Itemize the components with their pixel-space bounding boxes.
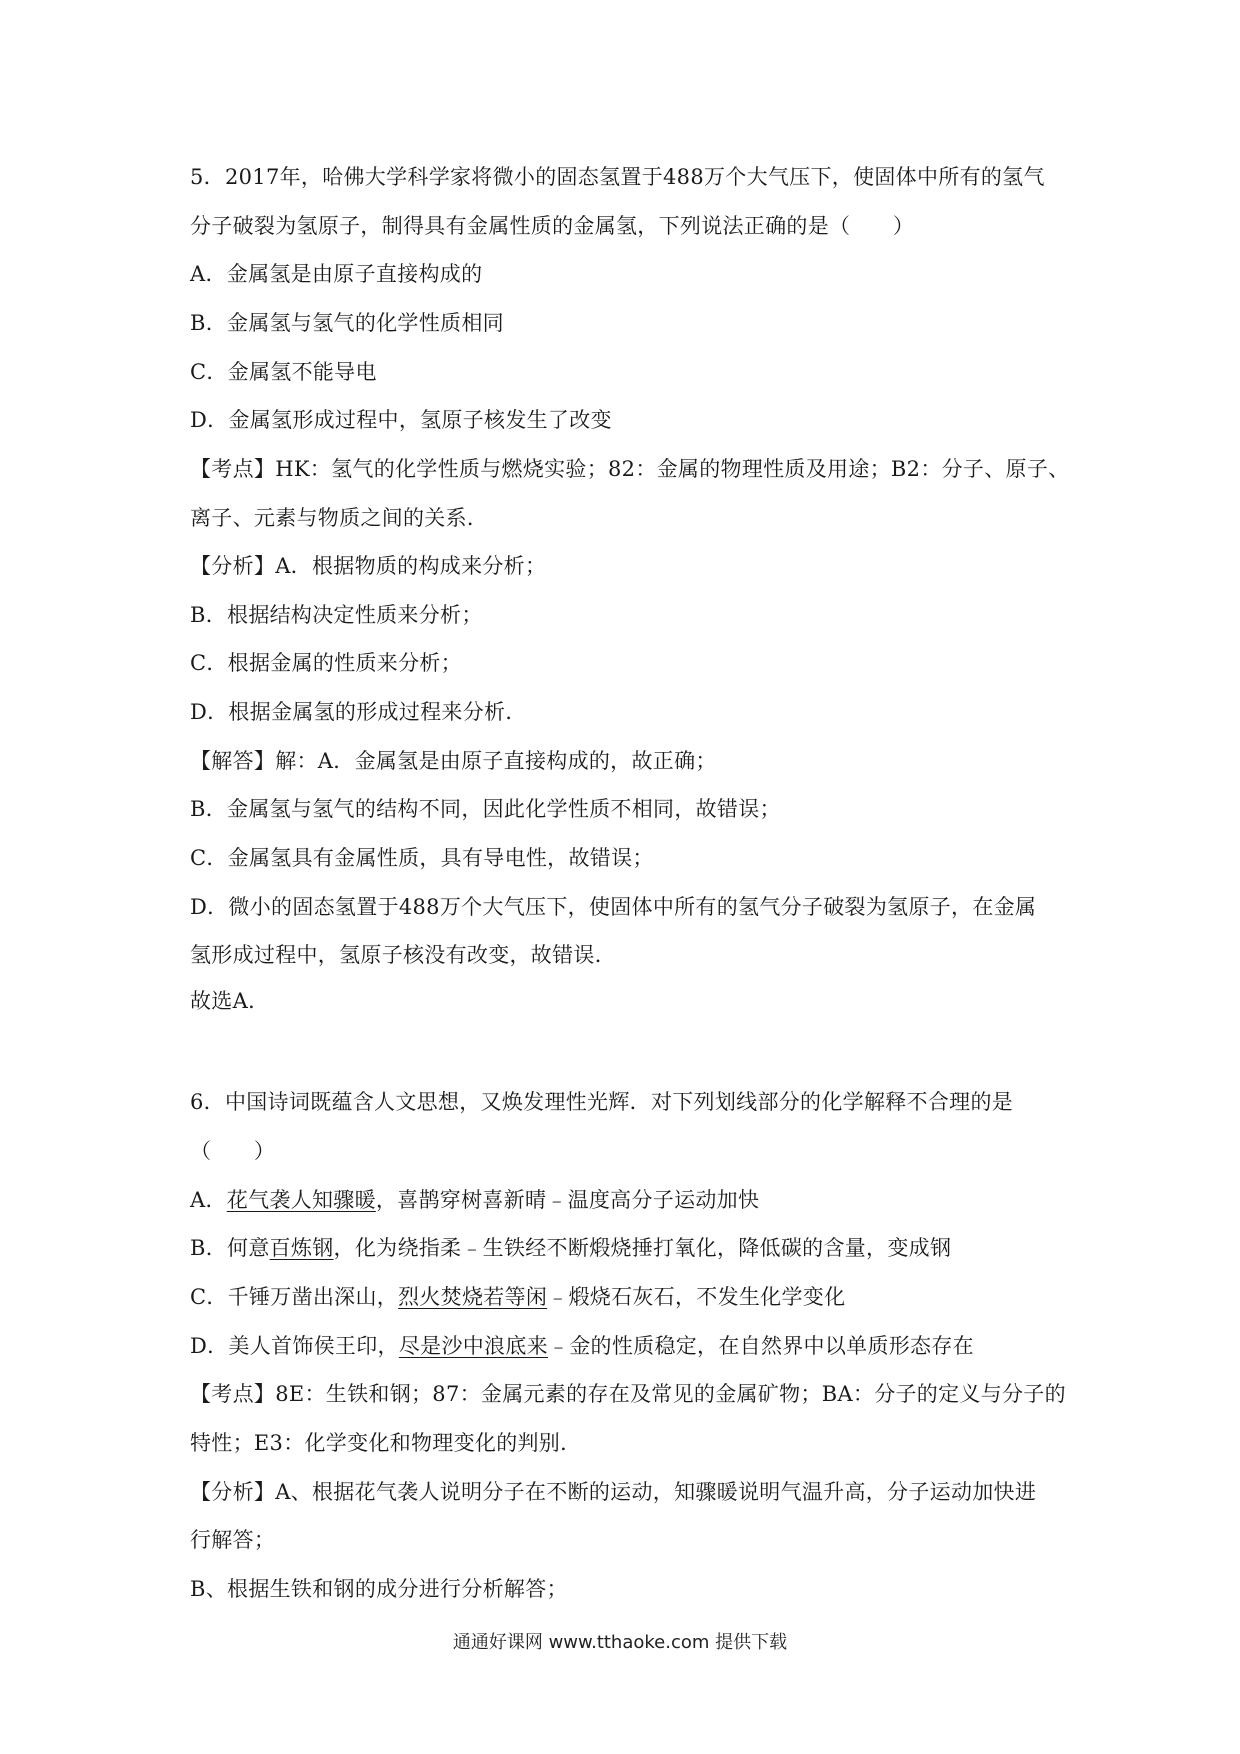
q6-option-b [190, 1233, 1070, 1263]
q5-fenxi-line-4: D．根据金属氢的形成过程来分析． [190, 700, 527, 724]
q5-option-c: C．金属氢不能导电 [190, 360, 377, 384]
q5-stem-line-2: 分子破裂为氢原子，制得具有金属性质的金属氢，下列说法正确的是（ ） [190, 214, 915, 238]
q5-jieda-line-5: 氢形成过程中，氢原子核没有改变，故错误． [190, 943, 616, 967]
q5-jieda-conclusion: 故选A． [190, 989, 270, 1013]
q6-option-a-suffix: ，喜鹊穿树喜新晴﹣温度高分子运动加快 [375, 1188, 760, 1212]
q6-kaodian-line-1: 【考点】8E：生铁和钢；87：金属元素的存在及常见的金属矿物；BA：分子的定义与分子的 [190, 1382, 1066, 1406]
q6-option-d-underlined: 尽是沙中浪底来 [398, 1334, 548, 1358]
q5-kaodian-line-1: 【考点】HK：氢气的化学性质与燃烧实验；82：金属的物理性质及用途；B2：分子、原子、 [190, 457, 1070, 481]
q6-option-c-suffix: ﹣煅烧石灰石，不发生化学变化 [547, 1285, 846, 1309]
q6-option-c [190, 1282, 1070, 1312]
q5-jieda-line-1: 【解答】解：A．金属氢是由原子直接构成的，故正确； [190, 749, 717, 773]
q5-jieda-line-2: B．金属氢与氢气的结构不同，因此化学性质不相同，故错误； [190, 797, 781, 821]
q6-stem-line-1: 6．中国诗词既蕴含人文思想，又焕发理性光辉．对下列划线部分的化学解释不合理的是 [190, 1090, 1014, 1114]
q5-jieda-line-3: C．金属氢具有金属性质，具有导电性，故错误； [190, 846, 654, 870]
q6-option-b-prefix: B．何意 [190, 1236, 270, 1260]
q6-option-b-underlined: 百炼钢 [269, 1236, 334, 1260]
q6-fenxi-line-3: B、根据生铁和钢的成分进行分析解答； [190, 1577, 568, 1601]
q6-fenxi-line-1: 【分析】A、根据花气袭人说明分子在不断的运动，知骤暖说明气温升高，分子运动加快进 [190, 1480, 1037, 1504]
q6-option-c-underlined: 烈火焚烧若等闲 [398, 1285, 548, 1309]
q5-option-a: A．金属氢是由原子直接构成的 [190, 262, 483, 286]
q5-stem-line-1: 5．2017年，哈佛大学科学家将微小的固态氢置于488万个大气压下，使固体中所有的氢气 [190, 165, 1045, 189]
q5-fenxi-line-2: B．根据结构决定性质来分析； [190, 603, 483, 627]
q6-option-d [190, 1331, 1070, 1361]
q5-jieda-line-4: D．微小的固态氢置于488万个大气压下，使固体中所有的氢气分子破裂为氢原子，在金属 [190, 895, 1037, 919]
q6-option-d-prefix: D．美人首饰侯王印， [190, 1334, 399, 1358]
q5-kaodian-line-2: 离子、元素与物质之间的关系． [190, 506, 489, 530]
q5-fenxi-line-1: 【分析】A．根据物质的构成来分析； [190, 554, 547, 578]
q6-option-d-suffix: ﹣金的性质稳定，在自然界中以单质形态存在 [547, 1334, 974, 1358]
q5-option-d: D．金属氢形成过程中，氢原子核发生了改变 [190, 408, 612, 432]
q6-fenxi-line-2: 行解答； [190, 1528, 276, 1552]
q6-option-a-underlined: 花气袭人知骤暖 [226, 1188, 376, 1212]
q6-stem-line-2: （ ） [190, 1139, 276, 1163]
q6-option-c-prefix: C．千锤万凿出深山， [190, 1285, 399, 1309]
q6-option-a-prefix: A． [190, 1188, 227, 1212]
q5-fenxi-line-3: C．根据金属的性质来分析； [190, 651, 462, 675]
q5-option-b: B．金属氢与氢气的化学性质相同 [190, 311, 504, 335]
page-footer: 通通好课网 www.tthaoke.com 提供下载 [452, 1632, 788, 1653]
q6-option-a [190, 1185, 1070, 1215]
q6-kaodian-line-2: 特性；E3：化学变化和物理变化的判别． [190, 1431, 582, 1455]
q6-option-b-suffix: ，化为绕指柔﹣生铁经不断煅烧捶打氧化，降低碳的含量，变成钢 [333, 1236, 952, 1260]
